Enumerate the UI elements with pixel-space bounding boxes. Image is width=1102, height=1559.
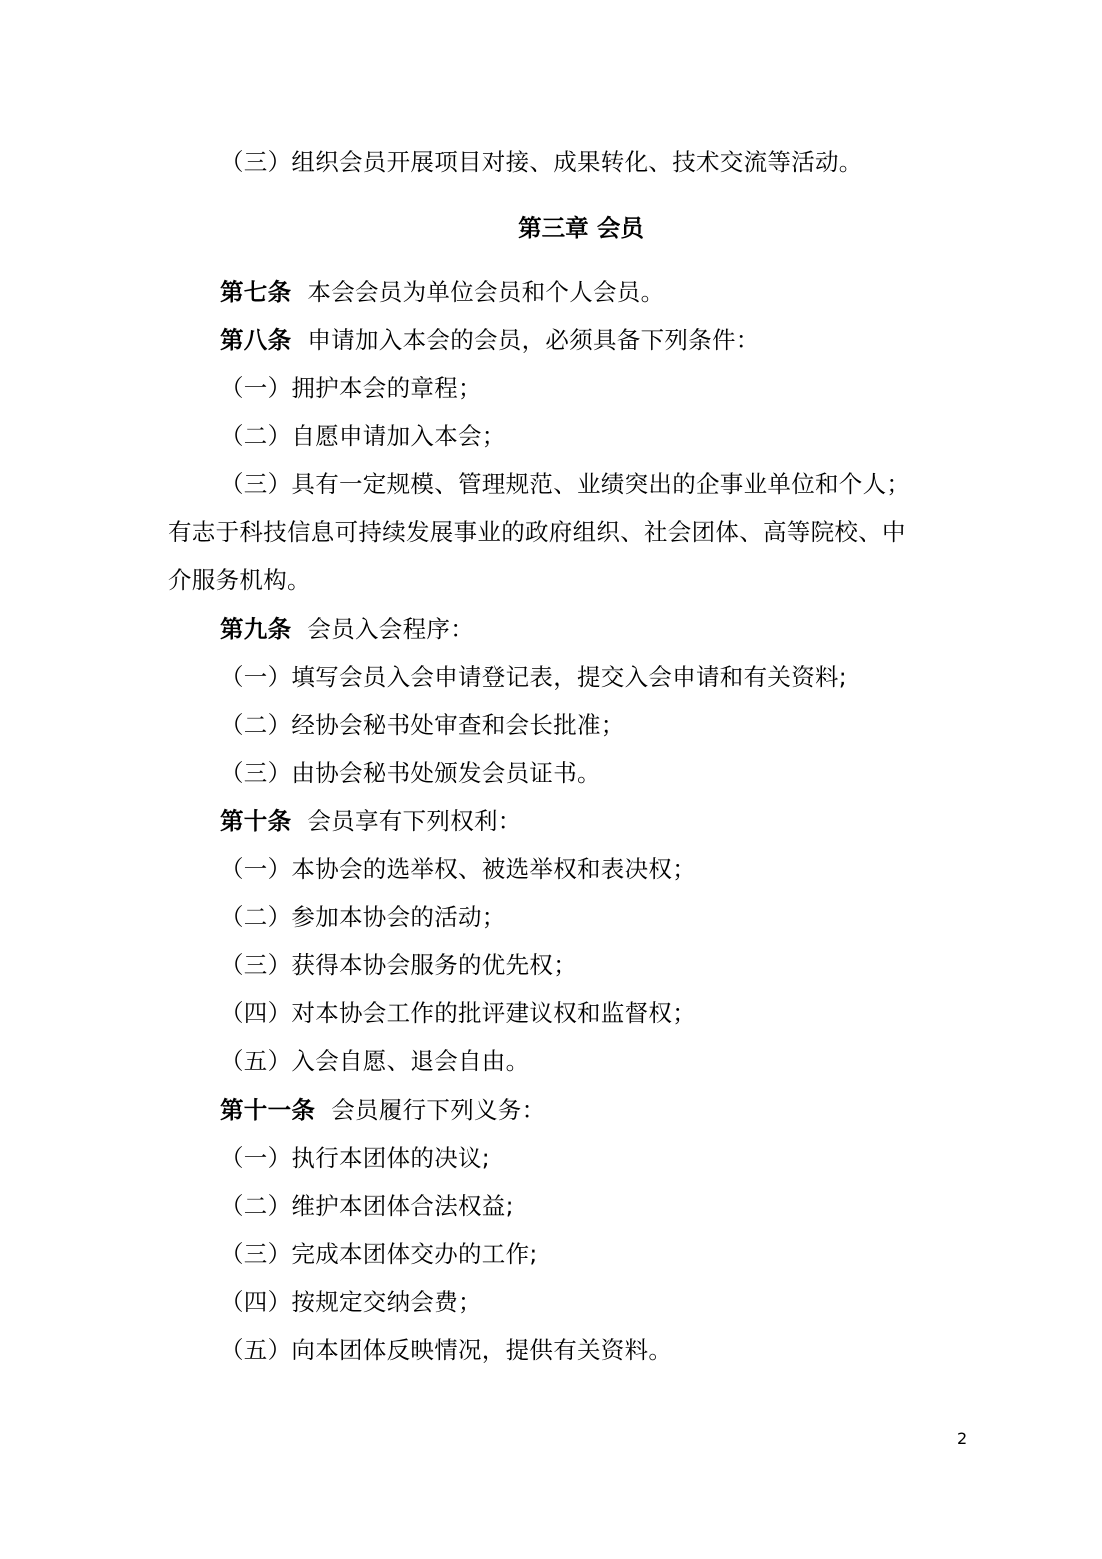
list-item: （二）参加本协会的活动； bbox=[220, 903, 506, 931]
article-text: 会员享有下列权利： bbox=[307, 807, 522, 835]
list-item: （三）获得本协会服务的优先权； bbox=[220, 951, 577, 979]
article-label: 第八条 bbox=[220, 326, 292, 354]
list-item: （二）自愿申请加入本会； bbox=[220, 422, 506, 450]
page-number: 2 bbox=[957, 1429, 968, 1448]
list-item: （一）拥护本会的章程； bbox=[220, 374, 482, 402]
list-item-continuation: 有志于科技信息可持续发展事业的政府组织、社会团体、高等院校、中 bbox=[168, 518, 906, 546]
list-item: （四）按规定交纳会费； bbox=[220, 1288, 482, 1316]
list-item: （二）经协会秘书处审查和会长批准； bbox=[220, 711, 625, 739]
list-item: （一）本协会的选举权、被选举权和表决权； bbox=[220, 855, 696, 883]
list-item: （二）维护本团体合法权益; bbox=[220, 1192, 514, 1220]
article-label: 第十一条 bbox=[220, 1096, 316, 1124]
article-11 bbox=[220, 1095, 545, 1125]
article-text: 会员履行下列义务： bbox=[331, 1096, 546, 1124]
list-item-continuation: 介服务机构。 bbox=[168, 566, 311, 594]
article-8 bbox=[220, 325, 760, 355]
chapter-title: 第三章 会员 bbox=[518, 214, 644, 242]
article-label: 第九条 bbox=[220, 615, 292, 643]
list-item: （五）入会自愿、退会自由。 bbox=[220, 1047, 530, 1075]
article-text: 本会会员为单位会员和个人会员。 bbox=[307, 278, 665, 306]
list-item: （三）完成本团体交办的工作; bbox=[220, 1240, 538, 1268]
list-item: （一）执行本团体的决议; bbox=[220, 1144, 491, 1172]
article-9 bbox=[220, 614, 474, 644]
article-text: 申请加入本会的会员，必须具备下列条件： bbox=[307, 326, 760, 354]
intro-item: （三）组织会员开展项目对接、成果转化、技术交流等活动。 bbox=[220, 148, 863, 176]
list-item: （三）由协会秘书处颁发会员证书。 bbox=[220, 759, 601, 787]
list-item: （一）填写会员入会申请登记表，提交入会申请和有关资料; bbox=[220, 663, 848, 691]
article-10 bbox=[220, 806, 522, 836]
article-7 bbox=[220, 277, 664, 307]
article-text: 会员入会程序： bbox=[307, 615, 475, 643]
article-label: 第十条 bbox=[220, 807, 292, 835]
list-item: （四）对本协会工作的批评建议权和监督权； bbox=[220, 999, 696, 1027]
article-label: 第七条 bbox=[220, 278, 292, 306]
list-item: （五）向本团体反映情况，提供有关资料。 bbox=[220, 1336, 673, 1364]
list-item: （三）具有一定规模、管理规范、业绩突出的企事业单位和个人； bbox=[220, 470, 911, 498]
